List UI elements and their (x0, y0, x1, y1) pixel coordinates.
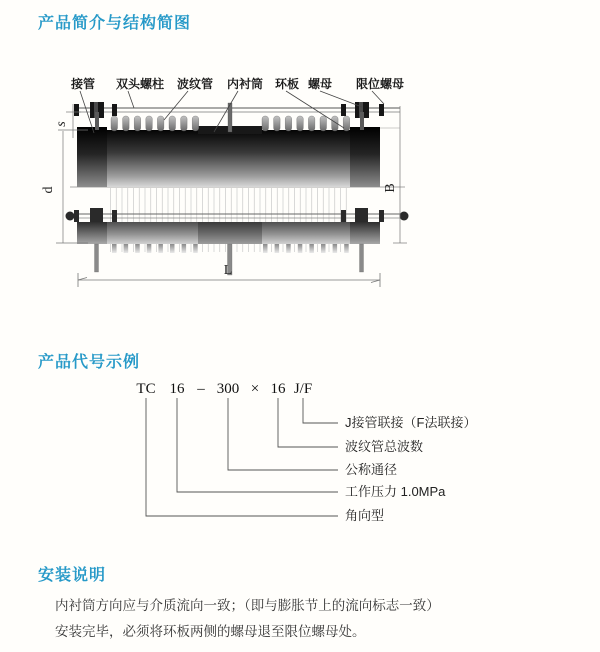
right-end-cap (350, 127, 380, 187)
ann-wave-count: 波纹管总波数 (345, 439, 424, 454)
ann-diameter: 公称通径 (345, 462, 398, 477)
section-title-code: 产品代号示例 (38, 354, 141, 371)
part-labels (70, 76, 404, 91)
code-annotations (345, 415, 476, 523)
ann-type: 角向型 (345, 508, 385, 523)
dim-B-label: B (383, 183, 398, 193)
code-seg-times: × (250, 381, 260, 397)
code-segments (136, 381, 312, 397)
code-leader-lines (146, 398, 338, 516)
product-code-diagram (0, 375, 600, 535)
stud-left (95, 112, 99, 130)
bellows-body (77, 130, 380, 187)
dim-d-label: d (41, 186, 56, 194)
product-code-svg (0, 375, 600, 535)
section-title-intro: 产品简介与结构简图 (38, 15, 192, 32)
code-seg-connection: J/F (293, 381, 313, 397)
ann-connection: J接管联接（F法联接） (345, 415, 477, 430)
installation-line: 内衬筒方向应与介质流向一致；（即与膨胀节上的流向标志一致） (55, 598, 440, 613)
code-seg-diameter: 300 (216, 381, 240, 397)
code-seg-dash: – (197, 381, 205, 397)
structure-diagram-svg (0, 60, 520, 310)
label-bellows: 波纹管 (176, 77, 214, 91)
label-connecting-pipe: 接管 (70, 77, 96, 91)
label-ring-plate: 环板 (274, 77, 300, 91)
section-title-install: 安装说明 (38, 567, 107, 584)
installation-notes (55, 593, 535, 645)
label-limit-nut: 限位螺母 (355, 77, 405, 91)
label-inner-liner: 内衬筒 (226, 77, 264, 91)
left-end-cap (77, 127, 107, 187)
dim-s-label: s (54, 121, 69, 127)
installation-line: 安装完毕，必须将环板两侧的螺母退至限位螺母处。 (55, 624, 366, 639)
code-seg-type: TC (136, 381, 156, 397)
structure-diagram (0, 60, 520, 310)
limit-nut-right (379, 104, 384, 116)
stud-right (360, 112, 364, 130)
ann-pressure: 工作压力 1.0MPa (345, 484, 446, 499)
label-nut: 螺母 (307, 77, 333, 91)
dim-L-label: L (223, 263, 233, 278)
dimension-B (380, 106, 407, 243)
code-seg-pressure: 16 (169, 381, 185, 397)
label-double-stud: 双头螺柱 (115, 77, 165, 91)
limit-nut-left (74, 104, 79, 116)
code-seg-waves: 16 (270, 381, 286, 397)
